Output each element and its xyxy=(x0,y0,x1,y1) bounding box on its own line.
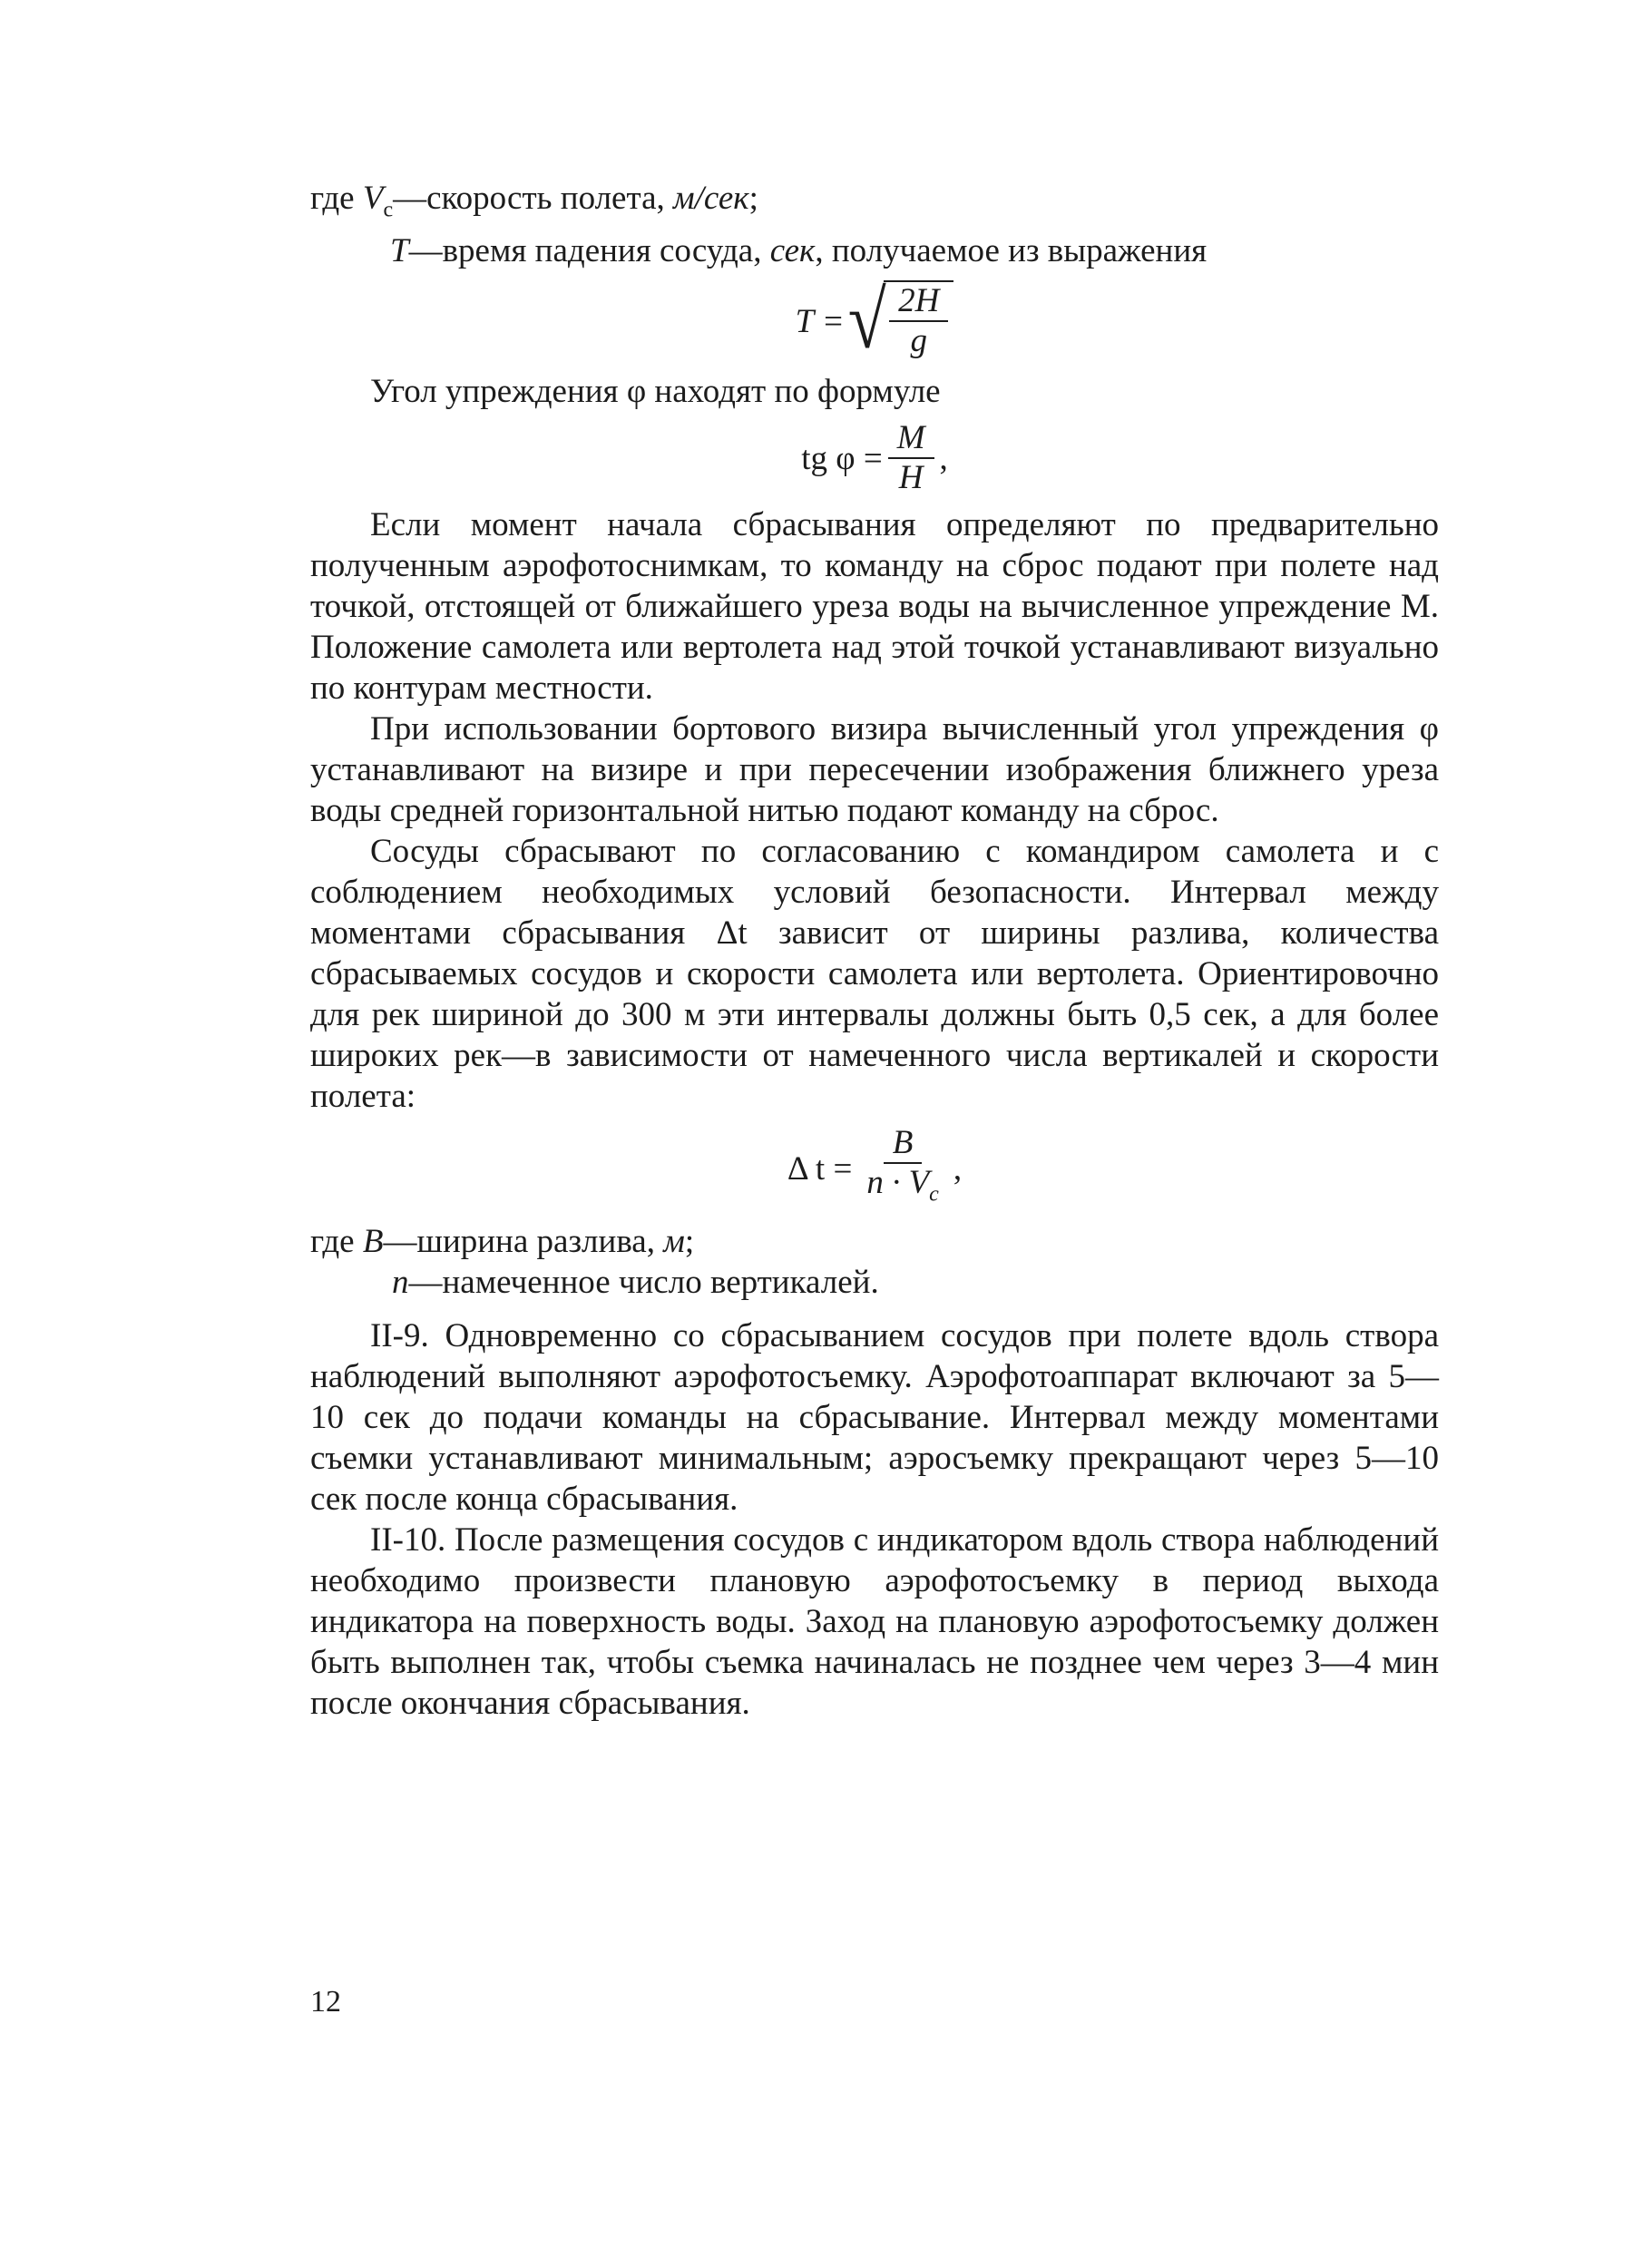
angle-intro: Угол упреждения φ находят по формуле xyxy=(370,373,941,411)
vc-unit: м/сек xyxy=(673,180,749,217)
denominator xyxy=(857,1164,948,1211)
where-vc-line xyxy=(310,178,1439,230)
paragraph-onboard-sight: При использовании бортового визира вычисленный угол упреждения φ устанавливают на визире и при пересечении изображения ближнего уреза воды средней горизонтальной нитью подают команду на сброс. xyxy=(310,710,1439,830)
where-word: где xyxy=(310,1222,363,1260)
var-n: n xyxy=(392,1263,409,1301)
var-b: B xyxy=(362,1222,384,1260)
denominator-text: n · V xyxy=(866,1164,930,1202)
numerator: M xyxy=(888,421,934,459)
formula-tangent xyxy=(310,421,1439,495)
t-unit: сек xyxy=(769,232,816,270)
b-unit: м xyxy=(663,1222,685,1260)
where-b-line xyxy=(310,1221,1439,1262)
t-definition: —время падения сосуда, xyxy=(408,232,770,270)
formula-lhs: T = xyxy=(795,302,845,340)
formula-interval xyxy=(310,1126,1439,1211)
formula-lhs: Δ t = xyxy=(787,1150,853,1188)
fraction xyxy=(888,421,934,495)
paragraph-II-9: II-9. Одновременно со сбрасыванием сосудов при полете вдоль створа наблюдений выполняют аэрофотосъемку. Аэрофотоаппарат включают за 5—10 сек до подачи команды на сбрасывание. Интервал между моментами съемки устанавливают минимальным; аэросъемку прекращают через 5—10 сек после конца сбрасывания. xyxy=(310,1316,1439,1518)
punct: ; xyxy=(748,180,758,217)
document-page xyxy=(310,178,1439,1724)
var-v: V xyxy=(362,180,384,217)
page-number: 12 xyxy=(310,1985,341,2019)
square-root xyxy=(845,276,954,367)
formula-lhs: tg φ = xyxy=(801,439,883,477)
paragraph-preliminary-photos: Если момент начала сбрасывания определяют по предварительно полученным аэрофотоснимкам, то команду на сброс подают при полете над точкой, отстоящей от ближайшего уреза воды на вычисленное упреждение М. Положение самолета или вертолета над этой точкой устанавливают визуально по контурам местности. xyxy=(310,506,1439,708)
paragraph-drop-interval: Сосуды сбрасывают по согласованию с командиром самолета и с соблюдением необходимых условий безопасности. Интервал между моментами сбрасывания Δt зависит от ширины разлива, количества сбрасываемых сосудов и скорости самолета или вертолета. Ориентировочно для рек шириной до 300 м эти интервалы должны быть 0,5 сек, а для более широких рек—в зависимости от намеченного числа вертикалей и скорости полета: xyxy=(310,833,1439,1116)
n-definition: —намеченное число вертикалей. xyxy=(408,1263,879,1301)
fraction xyxy=(857,1126,948,1211)
numerator: B xyxy=(884,1126,923,1164)
denominator: H xyxy=(898,459,924,497)
var-v-subscript: с xyxy=(383,198,394,222)
punct: , xyxy=(953,1150,963,1188)
denominator-subscript: с xyxy=(929,1182,939,1207)
fraction xyxy=(889,284,948,362)
denominator: g xyxy=(910,322,928,360)
paragraph-II-10: II-10. После размещения сосудов с индикатором вдоль створа наблюдений необходимо произвести плановую аэрофотосъемку в период выхода индикатора на поверхность воды. Заход на плановую аэрофотосъемку должен быть выполнен так, чтобы съемка начиналась не позднее чем через 3—4 мин после окончания сбрасывания. xyxy=(310,1520,1439,1722)
t-definition-tail: , получаемое из выражения xyxy=(815,232,1208,270)
vc-definition: —скорость полета, xyxy=(393,180,674,217)
where-t-line xyxy=(310,230,1439,271)
formula-fall-time xyxy=(310,276,1439,367)
where-word: где xyxy=(310,180,363,217)
var-t: T xyxy=(390,232,409,270)
numerator: 2H xyxy=(889,284,948,322)
punct: , xyxy=(939,439,948,477)
punct: ; xyxy=(684,1222,695,1260)
radicand xyxy=(884,280,953,362)
b-definition: —ширина разлива, xyxy=(383,1222,664,1260)
radical-sign: √ xyxy=(847,276,886,367)
where-n-line xyxy=(310,1262,1439,1303)
